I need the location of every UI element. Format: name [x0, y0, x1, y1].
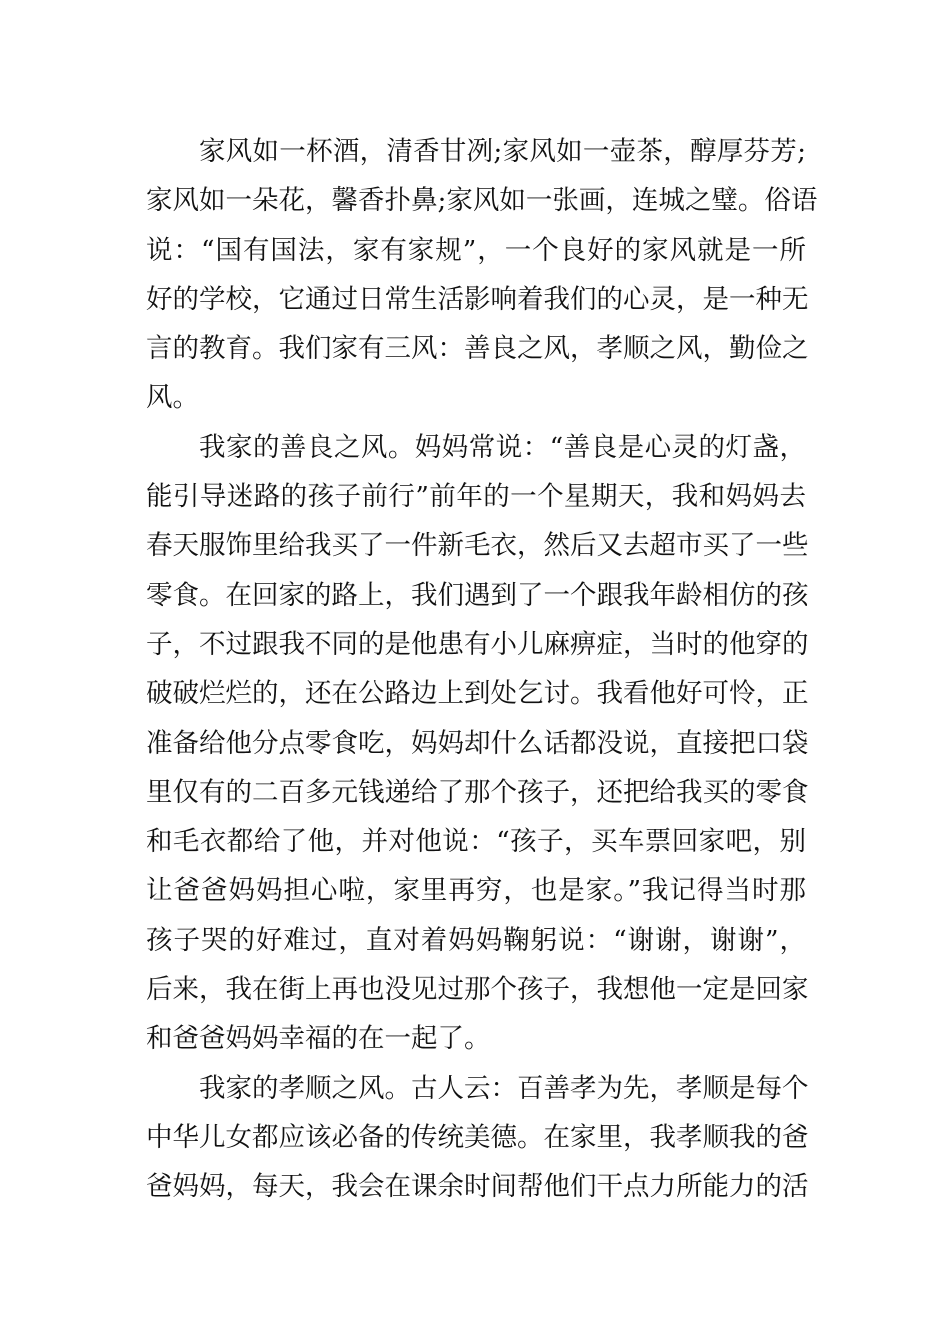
text-line: 春天服饰里给我买了一件新毛衣，然后又去超市买了一些 [146, 530, 809, 562]
text-line: 言的教育。我们家有三风：善良之风，孝顺之风，勤俭之 [146, 333, 809, 365]
text-line: 和爸爸妈妈幸福的在一起了。 [146, 1023, 491, 1055]
text-line: 我家的孝顺之风。古人云：百善孝为先，孝顺是每个 [199, 1072, 809, 1104]
text-line: 说：“国有国法，家有家规”，一个良好的家风就是一所 [146, 234, 806, 266]
text-line: 中华儿女都应该必备的传统美德。在家里，我孝顺我的爸 [146, 1121, 809, 1153]
text-line: 后来，我在街上再也没见过那个孩子，我想他一定是回家 [146, 974, 809, 1006]
text-line: 风。 [146, 382, 199, 414]
text-line: 爸妈妈，每天，我会在课余时间帮他们干点力所能力的活 [146, 1171, 809, 1203]
text-line: 家风如一朵花，馨香扑鼻;家风如一张画，连城之璧。俗语 [146, 185, 818, 217]
text-line: 里仅有的二百多元钱递给了那个孩子，还把给我买的零食 [146, 776, 809, 808]
text-line: 零食。在回家的路上，我们遇到了一个跟我年龄相仿的孩 [146, 579, 809, 611]
essay-body [146, 127, 818, 1212]
text-line: 准备给他分点零食吃，妈妈却什么话都没说，直接把口袋 [146, 727, 809, 759]
text-line: 和毛衣都给了他，并对他说：“孩子，买车票回家吧，别 [146, 826, 806, 858]
text-line: 子，不过跟我不同的是他患有小儿麻痹症，当时的他穿的 [146, 628, 809, 660]
text-line: 让爸爸妈妈担心啦，家里再穷，也是家。”我记得当时那 [146, 875, 806, 907]
text-line: 我家的善良之风。妈妈常说：“善良是心灵的灯盏， [199, 431, 806, 463]
text-line: 家风如一杯酒，清香甘冽;家风如一壶茶，醇厚芬芳; [199, 136, 806, 167]
text-line: 好的学校，它通过日常生活影响着我们的心灵，是一种无 [146, 283, 809, 315]
text-line: 能引导迷路的孩子前行”前年的一个星期天，我和妈妈去 [146, 481, 806, 513]
text-line: 破破烂烂的，还在公路边上到处乞讨。我看他好可怜，正 [146, 678, 809, 710]
text-line: 孩子哭的好难过，直对着妈妈鞠躬说：“谢谢，谢谢”， [146, 924, 806, 956]
